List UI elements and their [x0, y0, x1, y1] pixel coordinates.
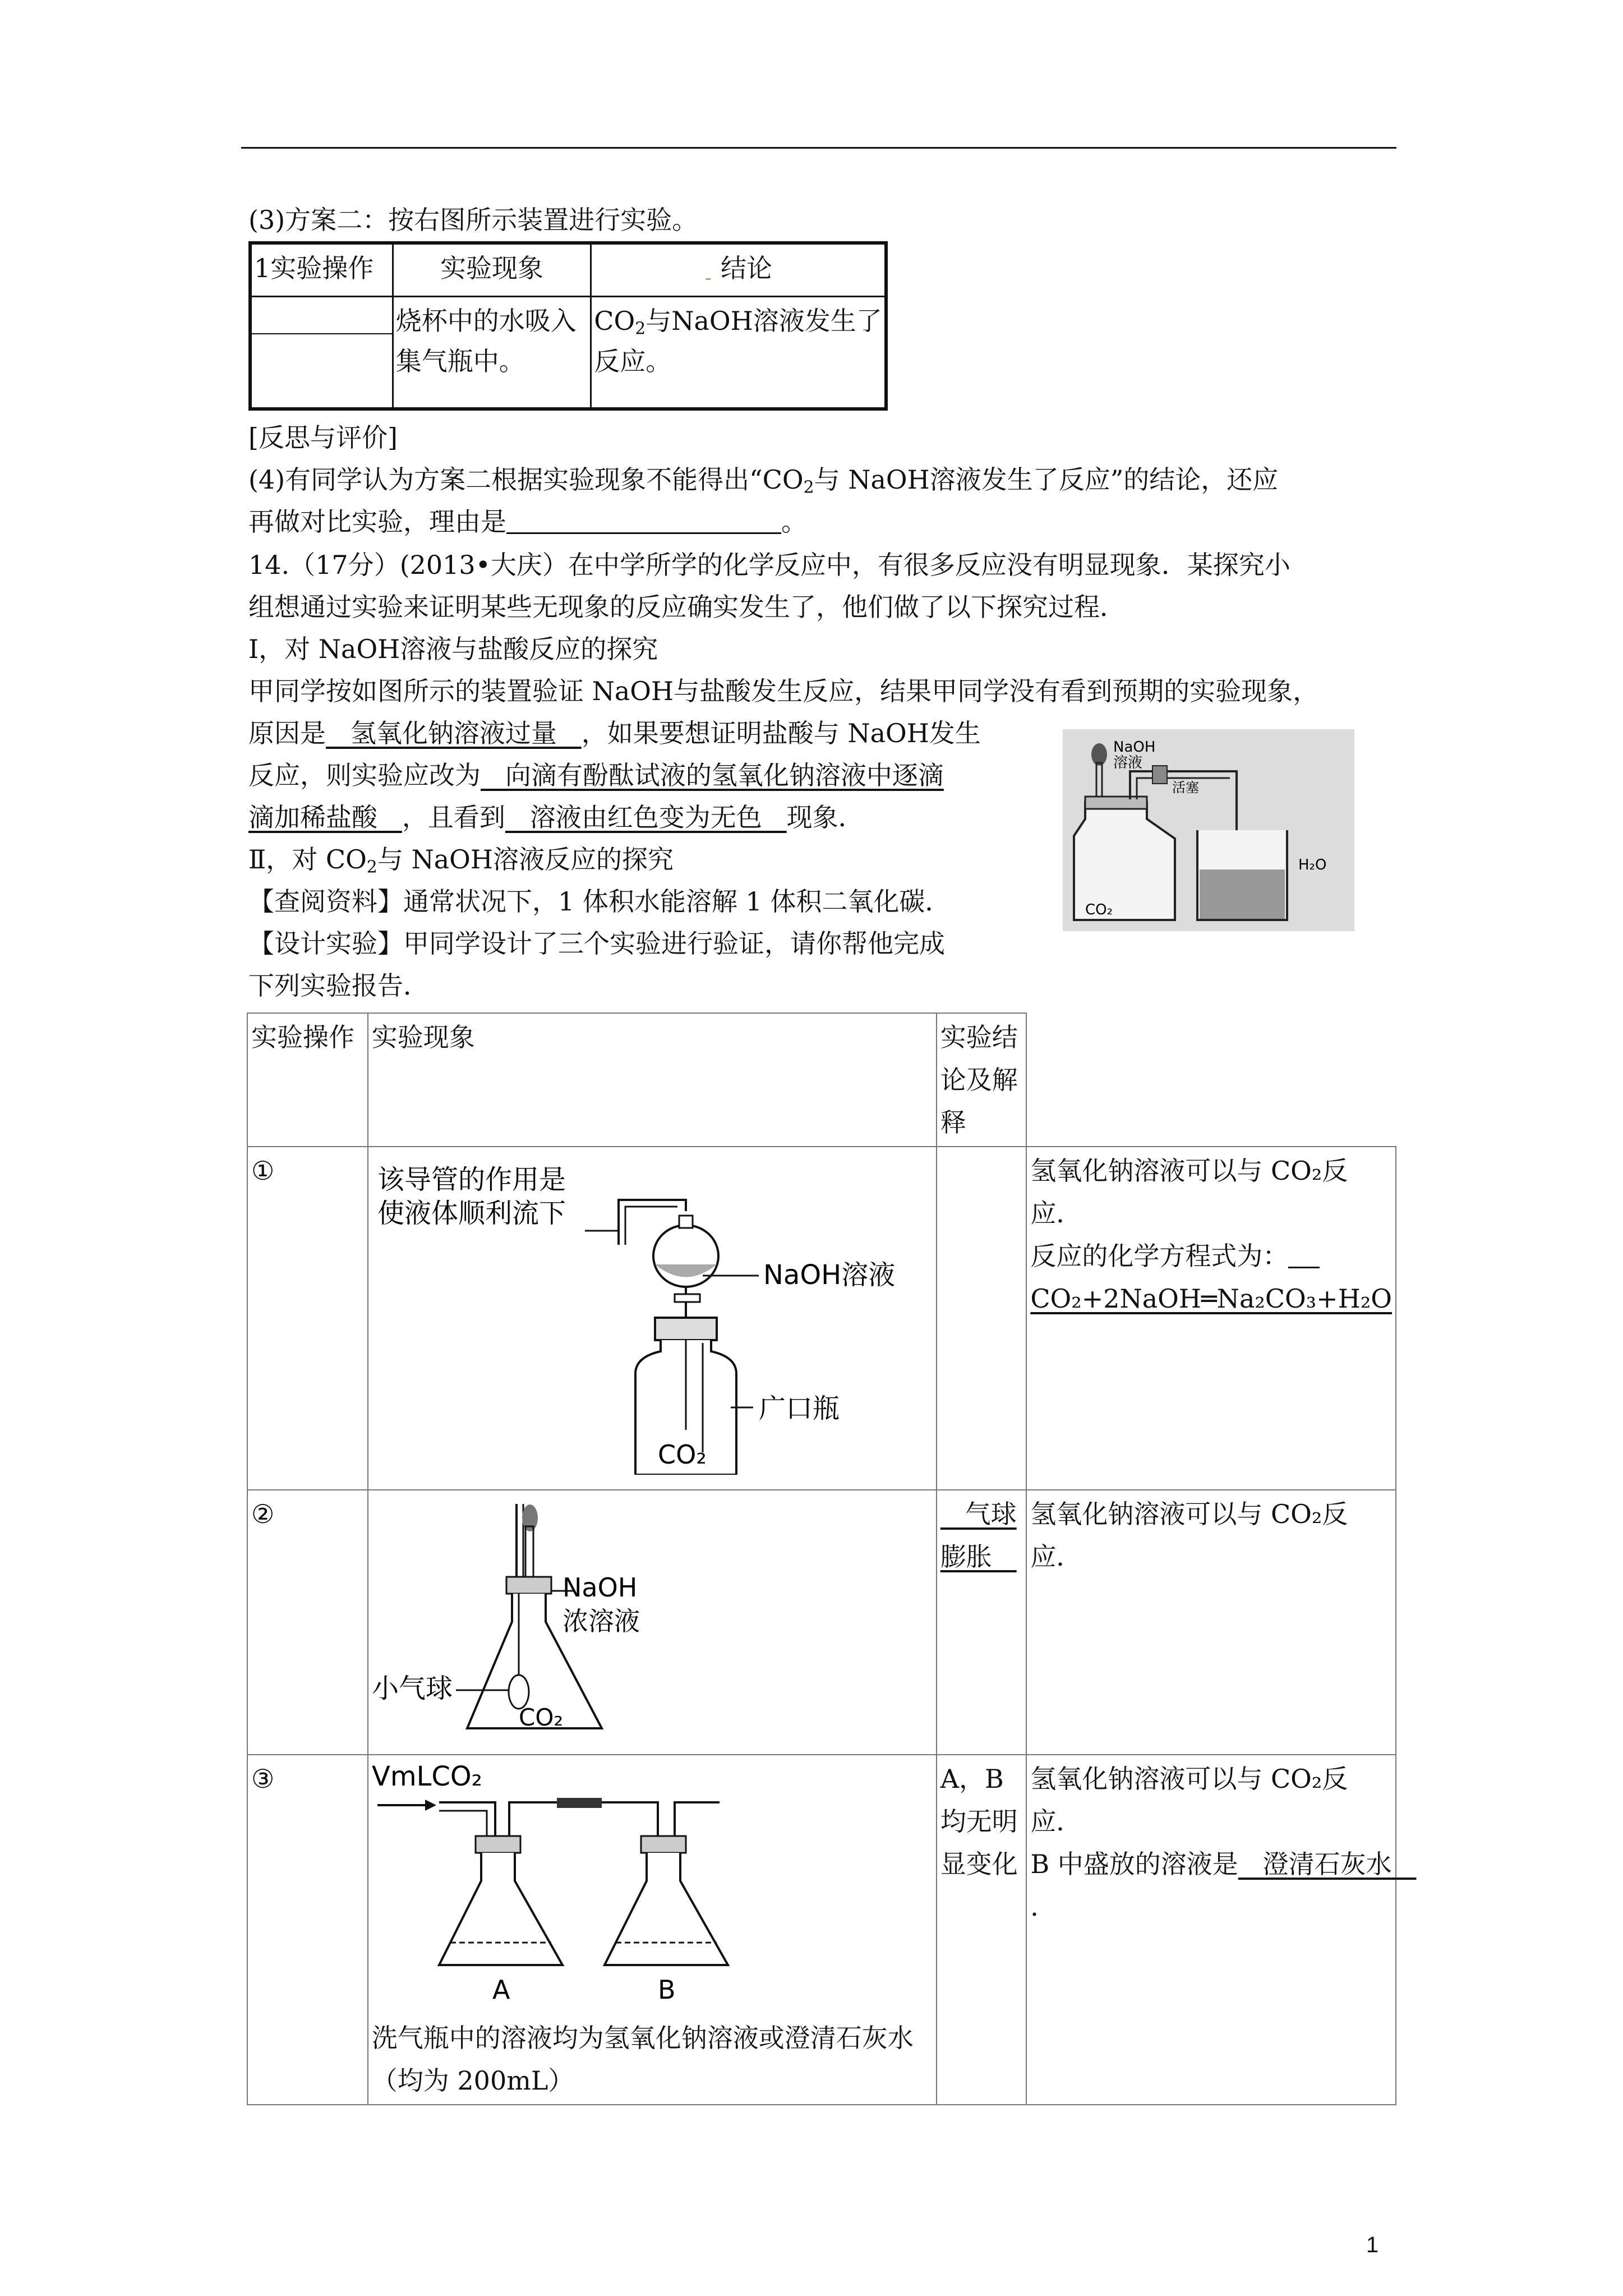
q14-part1-line1: 甲同学按如图所示的装置验证 NaOH与盐酸发生反应，结果甲同学没有看到预期的实验现象， — [248, 676, 1319, 706]
p1-reason-answer: 氢氧化钠溶液过量 — [326, 718, 582, 748]
q14-title-line1: 14.（17分）(2013•大庆）在中学所学的化学反应中，有很多反应没有明显现象．某探究小 — [248, 550, 1290, 580]
p1-see-answer: 溶液由红色变为无色 — [505, 802, 787, 832]
row1-bottle-label: 广口瓶 — [758, 1393, 840, 1424]
p1-reason-tail: ，如果要想证明盐酸与 NaOH发生 — [581, 718, 981, 748]
row1-conclusion: 氢氧化钠溶液可以与 CO₂反应． — [1030, 1156, 1348, 1228]
row1-eq-label — [1030, 1235, 1392, 1277]
row3-b-label: B — [657, 1975, 676, 2004]
report-header-phen: 实验现象 — [368, 1013, 937, 1147]
t1-header-concl — [591, 243, 886, 297]
p1-reason-label: 原因是 — [248, 718, 326, 748]
t1-concl-post: 与NaOH溶液发生了反应。 — [594, 306, 882, 376]
row3-apparatus — [372, 1757, 933, 2004]
fig-naoh-label: NaOH — [1113, 739, 1156, 756]
report-header-empty — [1026, 1013, 1396, 1147]
row1-eq-label-text: 反应的化学方程式为： — [1030, 1241, 1289, 1271]
row2-result: 气球膨胀 — [937, 1490, 1027, 1755]
t1-concl-cell — [591, 297, 886, 409]
q4-text-b: 与 NaOH溶液发生了反应”的结论，还应 — [814, 464, 1279, 495]
row1-apparatus — [372, 1149, 933, 1475]
q4-answer-blank — [506, 507, 781, 534]
q4-line2 — [248, 499, 807, 544]
row3-conclusion-cell — [1026, 1755, 1417, 2105]
p1-see-label: ，且看到 — [402, 802, 505, 832]
q14-part1-line3 — [248, 753, 944, 798]
row2-naoh1: NaOH — [562, 1572, 638, 1603]
q14-part1-heading: Ⅰ，对 NaOH溶液与盐酸反应的探究 — [248, 634, 658, 664]
row3-b-end: ． — [1030, 1892, 1057, 1922]
row1-figure-cell — [368, 1147, 937, 1490]
design-text: 甲同学设计了三个实验进行验证，请你帮他完成 — [403, 928, 945, 959]
row1-note1: 该导管的作用是 — [377, 1164, 566, 1195]
q4-text-c: 再做对比实验，理由是 — [248, 507, 506, 537]
header-rule — [241, 147, 1396, 149]
t1-concl-pre: CO — [594, 306, 635, 336]
q4-text-a: (4)有同学认为方案二根据实验现象不能得出“CO — [248, 464, 804, 495]
row2-figure-cell — [368, 1490, 937, 1755]
part2-text-b: 与 NaOH溶液反应的探究 — [377, 844, 674, 875]
p1-change-label: 反应，则实验应改为 — [248, 760, 481, 790]
scheme2-table — [248, 241, 888, 411]
scheme2-line — [248, 197, 698, 242]
row3-gas-label: VmLCO₂ — [371, 1761, 482, 1792]
t1-header-op: 1实验操作 — [250, 243, 393, 297]
row2-co2-label: CO₂ — [518, 1704, 564, 1731]
q14-design-line1 — [248, 921, 945, 966]
row3-conclusion: 氢氧化钠溶液可以与 CO₂反应． — [1030, 1764, 1348, 1837]
row1-result — [937, 1147, 1027, 1490]
p1-see-tail: 现象． — [786, 802, 864, 832]
p1-change-answer-a: 向滴有酚酞试液的氢氧化钠溶液中逐滴 — [481, 760, 944, 790]
t1-header-mark: ˍ — [704, 262, 713, 282]
row3-b-label-text: B 中盛放的溶液是 — [1030, 1849, 1238, 1879]
t1-header-phen: 实验现象 — [393, 243, 591, 297]
q14-part2-heading — [248, 837, 674, 882]
fig-valve-label: 活塞 — [1172, 780, 1199, 795]
row2-num: ② — [247, 1490, 368, 1755]
q14-info-line — [248, 879, 951, 924]
t1-concl-sub: 2 — [635, 319, 646, 339]
row3-caption: 洗气瓶中的溶液均为氢氧化钠溶液或澄清石灰水（均为 200mL） — [371, 2023, 914, 2096]
fig-sol-label: 溶液 — [1113, 754, 1143, 771]
row1-eq-blank — [1288, 1241, 1320, 1268]
row3-b-answer: 澄清石灰水 — [1238, 1849, 1417, 1879]
fig-co2-label: CO₂ — [1085, 901, 1113, 918]
report-header-op: 实验操作 — [247, 1013, 368, 1147]
report-header-concl: 实验结论及解释 — [937, 1013, 1027, 1147]
info-label: 【查阅资料】 — [248, 886, 403, 917]
scheme2-text: (3)方案二：按右图所示装置进行实验。 — [248, 205, 698, 235]
q14-part1-line2 — [248, 711, 981, 756]
row3-figure-cell — [368, 1755, 937, 2105]
row3-b-line — [1030, 1843, 1417, 1928]
info-text: 通常状况下，1 体积水能溶解 1 体积二氧化碳． — [403, 886, 951, 917]
row3-num: ③ — [247, 1755, 368, 2105]
row3-result: A，B 均无明显变化 — [937, 1755, 1027, 2105]
reflect-heading: [反思与评价] — [248, 422, 398, 453]
row2-naoh2: 浓溶液 — [562, 1606, 640, 1636]
part2-text-a: Ⅱ，对 CO — [248, 844, 367, 875]
row1-num: ① — [247, 1147, 368, 1490]
design-label: 【设计实验】 — [248, 928, 403, 959]
row3-a-label: A — [492, 1975, 510, 2004]
p1-change-answer-b: 滴加稀盐酸 — [248, 802, 402, 832]
q4-line1 — [248, 457, 1278, 502]
row1-co2-label: CO₂ — [657, 1439, 707, 1470]
row1-naoh-label: NaOH溶液 — [763, 1259, 895, 1291]
t1-phen-cell: 烧杯中的水吸入集气瓶中。 — [393, 297, 591, 409]
t1-op-cell — [250, 297, 393, 409]
q14-design-line2: 下列实验报告． — [248, 970, 429, 1001]
t1-op-split — [252, 297, 392, 334]
t1-header-concl-text: 结论 — [720, 253, 772, 283]
row2-balloon-label: 小气球 — [371, 1673, 453, 1704]
report-table — [247, 1013, 1417, 2105]
part2-sub: 2 — [366, 857, 377, 877]
row1-conclusion-cell — [1026, 1147, 1396, 1490]
q4-text-d: 。 — [781, 507, 807, 537]
fig-h2o-label: H₂O — [1298, 857, 1327, 873]
row1-note2: 使液体顺利流下 — [377, 1198, 566, 1229]
page-number: 1 — [1366, 2233, 1379, 2257]
row2-apparatus — [372, 1493, 933, 1740]
apparatus-figure — [1063, 729, 1354, 931]
q14-title-line2: 组想通过实验来证明某些无现象的反应确实发生了，他们做了以下探究过程． — [248, 592, 1126, 622]
q4-sub: 2 — [803, 477, 814, 498]
row2-conclusion: 氢氧化钠溶液可以与 CO₂反应． — [1026, 1490, 1396, 1755]
row1-equation: CO₂+2NaOH═Na₂CO₃+H₂O — [1030, 1283, 1392, 1314]
q14-part1-line4 — [248, 795, 864, 840]
